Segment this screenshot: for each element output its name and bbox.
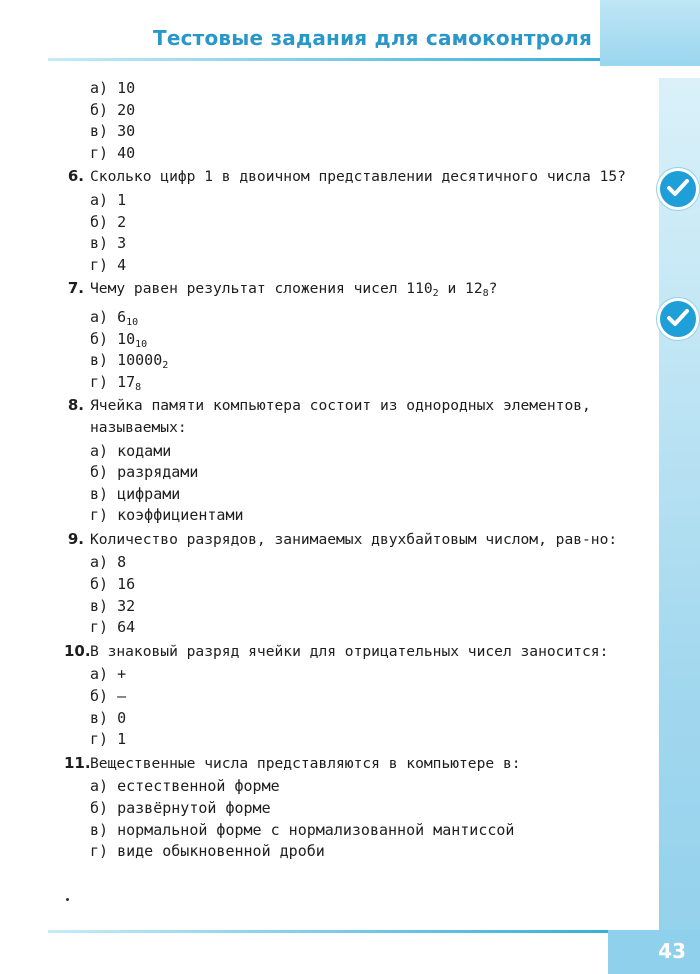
answer-option: а) +: [90, 665, 127, 684]
answer-options: [90, 776, 644, 862]
answer-option: г) виде обыкновенной дроби: [90, 842, 325, 861]
answer-option: в) 0: [90, 708, 127, 727]
header-divider: [48, 58, 600, 61]
question-text: В знаковый разряд ячейки для отрицательных чисел заносится:: [90, 642, 609, 660]
question-10: [64, 641, 644, 751]
page-number-box: [608, 930, 700, 974]
base-subscript: 2: [432, 288, 439, 300]
question-text: Количество разрядов, занимаемых двухбайтовым числом, рав-но:: [90, 530, 618, 548]
answer-option: в) 32: [90, 596, 136, 615]
base-subscript: 8: [135, 381, 142, 393]
answer-option: г) 64: [90, 618, 136, 637]
question-text-part: ?: [488, 280, 498, 298]
answer-options: [90, 307, 644, 393]
question-6: [64, 166, 644, 276]
checkmark-icon: [657, 298, 699, 340]
answer-option: [90, 307, 644, 329]
question-number: 11.: [64, 753, 91, 772]
question-text: Сколько цифр 1 в двоичном представлении десятичного числа 15?: [90, 168, 626, 186]
header-corner-block: [600, 0, 700, 66]
question-text-part: и 12: [438, 280, 483, 298]
answer-option: а) естественной форме: [90, 777, 280, 796]
answer-option: [90, 350, 644, 372]
question-text: Вещественные числа представляются в компьютере в:: [90, 754, 521, 772]
answer-option: б) 16: [90, 575, 136, 594]
question-number: 8.: [67, 396, 84, 415]
answer-options: [90, 664, 644, 750]
answer-option: в) 30: [90, 122, 136, 141]
question-8: [64, 395, 644, 527]
answer-option-value: б) 10: [90, 329, 136, 348]
answer-option: в) 3: [90, 234, 127, 253]
question-number: 10.: [64, 641, 91, 660]
checkmark-icon: [657, 168, 699, 210]
question-text-part: Чему равен результат сложения чисел 110: [90, 280, 433, 298]
base-subscript: 2: [162, 360, 169, 372]
base-subscript: 8: [482, 288, 489, 300]
answer-option: а) 1: [90, 190, 127, 209]
page-number: 43: [658, 939, 686, 963]
question-9: [64, 529, 644, 639]
answer-option: в) цифрами: [90, 484, 181, 503]
answer-option: б) разрядами: [90, 463, 199, 482]
question-number: 6.: [67, 167, 84, 186]
header-bar: [0, 22, 600, 62]
base-subscript: 10: [135, 338, 148, 350]
answer-option: б) –: [90, 687, 127, 706]
base-subscript: 10: [126, 316, 139, 328]
answer-option: г) 40: [90, 143, 136, 162]
answer-option-value: в) 10000: [90, 351, 163, 370]
answer-option: в) нормальной форме с нормализованной мантиссой: [90, 820, 515, 839]
answer-option: а) кодами: [90, 441, 172, 460]
answer-option-value: г) 17: [90, 372, 136, 391]
answer-options: [90, 190, 644, 276]
question-text: [90, 278, 644, 305]
answer-option: б) 2: [90, 212, 127, 231]
answer-option: а) 10: [90, 79, 136, 97]
question-number: 9.: [67, 529, 84, 548]
answer-option: а) 8: [90, 553, 127, 572]
answer-options: [90, 441, 644, 527]
question-number: 7.: [67, 279, 84, 298]
answer-option: г) коэффициентами: [90, 506, 244, 525]
answer-option: [90, 372, 644, 394]
answer-option: [90, 329, 644, 351]
answer-options: [90, 552, 644, 638]
answer-option: г) 1: [90, 730, 127, 749]
question-11: [64, 753, 644, 863]
answer-option: г) 4: [90, 255, 127, 274]
question-7: [64, 278, 644, 393]
answer-option-value: а) 6: [90, 307, 127, 326]
answer-option: б) 20: [90, 100, 136, 119]
footer-divider: [48, 930, 608, 933]
print-speck: [66, 898, 69, 901]
answer-options: [90, 78, 644, 164]
question-text: Ячейка памяти компьютера состоит из однородных элементов, называемых:: [90, 397, 591, 436]
page-title: Тестовые задания для самоконтроля: [153, 26, 592, 50]
test-content: [64, 76, 644, 865]
answer-option: б) развёрнутой форме: [90, 799, 271, 817]
